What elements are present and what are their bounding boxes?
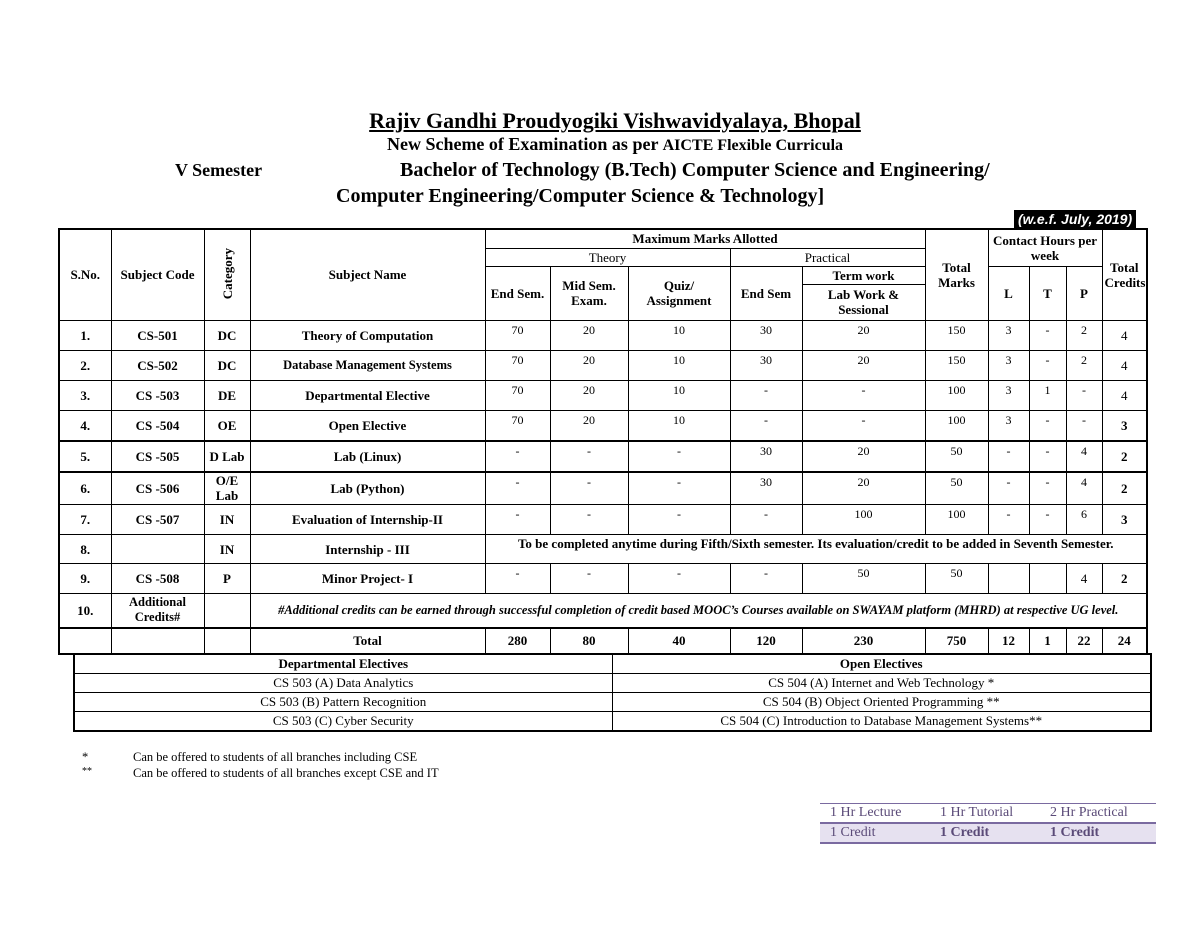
cell-credits: 4 <box>1102 350 1147 380</box>
cell-code: CS-502 <box>111 350 204 380</box>
cell-t: - <box>1029 472 1066 505</box>
cell-mid-sem: 20 <box>550 350 628 380</box>
header-max-marks: Maximum Marks Allotted <box>485 229 925 248</box>
cell-prac-end: - <box>730 410 802 441</box>
cell-quiz: 10 <box>628 320 730 350</box>
credit-legend <box>820 803 1156 844</box>
open-electives-header: Open Electives <box>612 654 1151 674</box>
note-mark: ** <box>82 766 92 777</box>
cell-category: P <box>204 564 250 594</box>
cell-p: 2 <box>1066 320 1102 350</box>
degree-line-1: Bachelor of Technology (B.Tech) Computer Science and Engineering/ <box>400 159 990 181</box>
cell-credits: 4 <box>1102 380 1147 410</box>
header-contact-hours: Contact Hours per week <box>988 229 1102 266</box>
cell-p: 2 <box>1066 350 1102 380</box>
cell-subject-name: Theory of Computation <box>250 320 485 350</box>
cell-quiz: 10 <box>628 410 730 441</box>
cell-subject-name: Internship - III <box>250 535 485 564</box>
note-text: Can be offered to students of all branches including CSE <box>133 750 418 764</box>
total-t: 1 <box>1029 628 1066 654</box>
total-lab-work: 230 <box>802 628 925 654</box>
cell-subject-name: Departmental Elective <box>250 380 485 410</box>
open-elective-item: CS 504 (C) Introduction to Database Management Systems** <box>612 712 1151 732</box>
cell-l: - <box>988 441 1029 472</box>
cell-lab-work: 20 <box>802 350 925 380</box>
total-mid-sem: 80 <box>550 628 628 654</box>
table-row <box>59 350 1147 380</box>
cell-code: CS -504 <box>111 410 204 441</box>
total-prac-end: 120 <box>730 628 802 654</box>
cell-subject-name: Evaluation of Internship-II <box>250 505 485 535</box>
cell-code <box>111 628 204 654</box>
total-quiz: 40 <box>628 628 730 654</box>
total-label: Total <box>250 628 485 654</box>
total-credits: 24 <box>1102 628 1147 654</box>
header-theory: Theory <box>485 248 730 266</box>
cell-category: D Lab <box>204 441 250 472</box>
cell-total-marks: 50 <box>925 441 988 472</box>
cell-credits: 2 <box>1102 441 1147 472</box>
cell-total-marks: 100 <box>925 380 988 410</box>
total-end-sem: 280 <box>485 628 550 654</box>
cell-p: - <box>1066 410 1102 441</box>
cell-t: - <box>1029 505 1066 535</box>
cell-sno: 3. <box>59 380 111 410</box>
cell-lab-work: 20 <box>802 320 925 350</box>
cell-total-marks: 50 <box>925 564 988 594</box>
cell-end-sem: 70 <box>485 320 550 350</box>
header-l: L <box>988 266 1029 320</box>
header-subject-name: Subject Name <box>250 229 485 320</box>
internship-note: To be completed anytime during Fifth/Sixth semester. Its evaluation/credit to be added in Seventh Semester. <box>485 535 1147 564</box>
cell-code: Additional Credits# <box>111 594 204 628</box>
cell-quiz: 10 <box>628 350 730 380</box>
cell-credits: 3 <box>1102 505 1147 535</box>
cell-total-marks: 50 <box>925 472 988 505</box>
cell-subject-name: Lab (Python) <box>250 472 485 505</box>
cell-sno: 6. <box>59 472 111 505</box>
semester-label: V Semester <box>175 160 263 180</box>
cell-quiz: - <box>628 564 730 594</box>
cell-category: DC <box>204 350 250 380</box>
header-category-text: Category <box>219 247 235 299</box>
cell-category <box>204 594 250 628</box>
cell-sno: 5. <box>59 441 111 472</box>
header-quiz: Quiz/ Assignment <box>628 266 730 320</box>
cell-end-sem: 70 <box>485 380 550 410</box>
cell-subject-name: Database Management Systems <box>250 350 485 380</box>
scheme-small: AICTE Flexible Curricula <box>662 137 844 154</box>
dept-elective-item: CS 503 (C) Cyber Security <box>74 712 612 732</box>
legend-credit-practical: 1 Credit <box>1040 823 1156 843</box>
header-sno: S.No. <box>59 229 111 320</box>
cell-mid-sem: - <box>550 505 628 535</box>
cell-code: CS -508 <box>111 564 204 594</box>
cell-prac-end: 30 <box>730 472 802 505</box>
cell-l: 3 <box>988 410 1029 441</box>
cell-t: - <box>1029 350 1066 380</box>
cell-quiz: 10 <box>628 380 730 410</box>
cell-quiz: - <box>628 441 730 472</box>
cell-end-sem: - <box>485 505 550 535</box>
cell-category: OE <box>204 410 250 441</box>
degree-line-2: Computer Engineering/Computer Science & Technology] <box>336 185 825 207</box>
wef-badge: (w.e.f. July, 2019) <box>1014 210 1136 228</box>
cell-category: DC <box>204 320 250 350</box>
cell-end-sem: - <box>485 472 550 505</box>
table-row <box>59 594 1147 628</box>
cell-p: 6 <box>1066 505 1102 535</box>
header-prac-end-sem: End Sem <box>730 266 802 320</box>
cell-l: 3 <box>988 320 1029 350</box>
scheme-subtitle <box>0 134 1200 155</box>
scheme-table <box>58 228 1148 655</box>
table-row <box>59 441 1147 472</box>
cell-t: - <box>1029 441 1066 472</box>
table-row <box>59 472 1147 505</box>
cell-p: 4 <box>1066 441 1102 472</box>
university-title: Rajiv Gandhi Proudyogiki Vishwavidyalaya, Bhopal <box>369 108 861 133</box>
cell-sno <box>59 628 111 654</box>
cell-subject-name: Minor Project- I <box>250 564 485 594</box>
cell-prac-end: 30 <box>730 350 802 380</box>
cell-credits: 4 <box>1102 320 1147 350</box>
cell-code: CS -505 <box>111 441 204 472</box>
cell-end-sem: 70 <box>485 350 550 380</box>
cell-code: CS -503 <box>111 380 204 410</box>
cell-l: - <box>988 472 1029 505</box>
cell-credits: 3 <box>1102 410 1147 441</box>
cell-mid-sem: - <box>550 564 628 594</box>
legend-credit-tutorial: 1 Credit <box>930 823 1040 843</box>
cell-credits: 2 <box>1102 472 1147 505</box>
total-p: 22 <box>1066 628 1102 654</box>
cell-t <box>1029 564 1066 594</box>
mooc-note: #Additional credits can be earned through successful completion of credit based MOOC’s Courses available on SWAYAM platform (MHRD) at respective UG level. <box>250 594 1147 628</box>
cell-code: CS -506 <box>111 472 204 505</box>
table-row <box>59 564 1147 594</box>
table-row <box>59 320 1147 350</box>
table-row <box>59 380 1147 410</box>
cell-t: - <box>1029 320 1066 350</box>
legend-credit-lecture: 1 Credit <box>820 823 930 843</box>
cell-prac-end: - <box>730 564 802 594</box>
cell-mid-sem: 20 <box>550 380 628 410</box>
cell-lab-work: 20 <box>802 472 925 505</box>
open-elective-item: CS 504 (B) Object Oriented Programming ** <box>612 693 1151 712</box>
cell-lab-work: 20 <box>802 441 925 472</box>
electives-table <box>73 653 1152 732</box>
note-mark: * <box>82 750 89 764</box>
cell-sno: 10. <box>59 594 111 628</box>
cell-l <box>988 564 1029 594</box>
dept-elective-item: CS 503 (A) Data Analytics <box>74 674 612 693</box>
cell-lab-work: - <box>802 410 925 441</box>
cell-credits: 2 <box>1102 564 1147 594</box>
cell-total-marks: 150 <box>925 350 988 380</box>
total-marks: 750 <box>925 628 988 654</box>
cell-category: IN <box>204 535 250 564</box>
dept-electives-header: Departmental Electives <box>74 654 612 674</box>
cell-total-marks: 150 <box>925 320 988 350</box>
cell-mid-sem: - <box>550 472 628 505</box>
cell-quiz: - <box>628 472 730 505</box>
cell-p: - <box>1066 380 1102 410</box>
cell-p: 4 <box>1066 564 1102 594</box>
legend-practical: 2 Hr Practical <box>1040 804 1156 824</box>
open-elective-item: CS 504 (A) Internet and Web Technology * <box>612 674 1151 693</box>
cell-end-sem: - <box>485 564 550 594</box>
cell-subject-name: Open Elective <box>250 410 485 441</box>
cell-subject-name: Lab (Linux) <box>250 441 485 472</box>
cell-category <box>204 628 250 654</box>
table-row <box>59 505 1147 535</box>
total-l: 12 <box>988 628 1029 654</box>
header-category <box>204 229 250 320</box>
cell-p: 4 <box>1066 472 1102 505</box>
cell-prac-end: - <box>730 505 802 535</box>
cell-t: 1 <box>1029 380 1066 410</box>
legend-lecture: 1 Hr Lecture <box>820 804 930 824</box>
header-mid-sem: Mid Sem. Exam. <box>550 266 628 320</box>
header-total-credits: Total Credits <box>1102 229 1147 320</box>
cell-sno: 7. <box>59 505 111 535</box>
totals-row <box>59 628 1147 654</box>
cell-code: CS -507 <box>111 505 204 535</box>
cell-sno: 8. <box>59 535 111 564</box>
cell-prac-end: 30 <box>730 320 802 350</box>
cell-lab-work: 100 <box>802 505 925 535</box>
cell-category: O/E Lab <box>204 472 250 505</box>
cell-end-sem: - <box>485 441 550 472</box>
cell-prac-end: - <box>730 380 802 410</box>
header-t: T <box>1029 266 1066 320</box>
cell-code <box>111 535 204 564</box>
cell-quiz: - <box>628 505 730 535</box>
cell-code: CS-501 <box>111 320 204 350</box>
cell-mid-sem: - <box>550 441 628 472</box>
table-row <box>59 410 1147 441</box>
cell-sno: 1. <box>59 320 111 350</box>
header-practical: Practical <box>730 248 925 266</box>
cell-sno: 4. <box>59 410 111 441</box>
cell-category: IN <box>204 505 250 535</box>
header-subject-code: Subject Code <box>111 229 204 320</box>
cell-sno: 2. <box>59 350 111 380</box>
cell-category: DE <box>204 380 250 410</box>
note-text: Can be offered to students of all branches except CSE and IT <box>133 766 439 780</box>
cell-t: - <box>1029 410 1066 441</box>
cell-mid-sem: 20 <box>550 410 628 441</box>
cell-lab-work: 50 <box>802 564 925 594</box>
cell-prac-end: 30 <box>730 441 802 472</box>
cell-total-marks: 100 <box>925 410 988 441</box>
cell-l: 3 <box>988 380 1029 410</box>
cell-end-sem: 70 <box>485 410 550 441</box>
cell-total-marks: 100 <box>925 505 988 535</box>
cell-lab-work: - <box>802 380 925 410</box>
header-lab-work: Lab Work & Sessional <box>802 284 925 320</box>
dept-elective-item: CS 503 (B) Pattern Recognition <box>74 693 612 712</box>
header-total-marks: Total Marks <box>925 229 988 320</box>
cell-l: - <box>988 505 1029 535</box>
header-term-work: Term work <box>802 266 925 284</box>
table-row <box>59 535 1147 564</box>
header-end-sem: End Sem. <box>485 266 550 320</box>
legend-tutorial: 1 Hr Tutorial <box>930 804 1040 824</box>
scheme-main: New Scheme of Examination as per <box>386 134 663 154</box>
cell-sno: 9. <box>59 564 111 594</box>
cell-mid-sem: 20 <box>550 320 628 350</box>
header-p: P <box>1066 266 1102 320</box>
cell-l: 3 <box>988 350 1029 380</box>
